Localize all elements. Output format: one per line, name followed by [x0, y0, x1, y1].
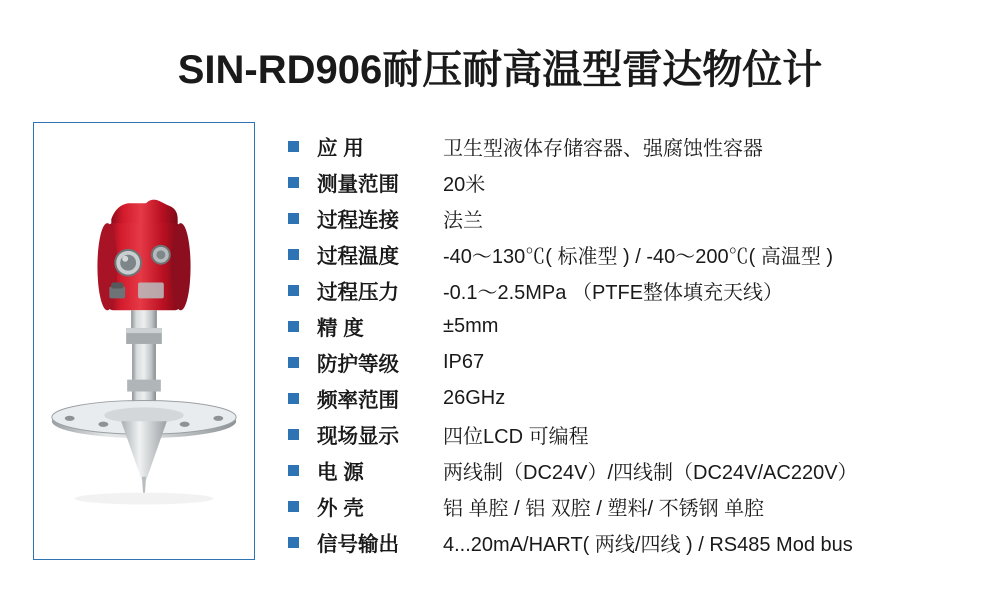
spec-row [288, 380, 988, 416]
spec-value: 法兰 [443, 209, 483, 232]
spec-label: 电 源 [317, 461, 364, 484]
spec-value: IP67 [443, 350, 485, 373]
spec-value: ±5mm [443, 314, 499, 337]
bullet-square-icon [288, 465, 299, 476]
spec-row [288, 272, 988, 308]
spec-label: 防护等级 [317, 353, 399, 376]
spec-value: 四位LCD 可编程 [443, 425, 589, 448]
bullet-square-icon [288, 429, 299, 440]
page-title: SIN-RD906耐压耐高温型雷达物位计 [177, 48, 823, 92]
bullet-square-icon [288, 501, 299, 512]
spec-row [288, 452, 988, 488]
spec-label: 现场显示 [317, 425, 399, 448]
bullet-square-icon [288, 141, 299, 152]
spec-row [288, 308, 988, 344]
spec-value: 卫生型液体存储容器、强腐蚀性容器 [443, 137, 763, 160]
spec-row [288, 524, 988, 560]
spec-label: 过程压力 [317, 281, 399, 304]
bullet-square-icon [288, 213, 299, 224]
bullet-square-icon [288, 285, 299, 296]
spec-value: 4...20mA/HART( 两线/四线 ) / RS485 Mod bus [443, 533, 853, 556]
spec-value: 20米 [443, 173, 486, 196]
bullet-square-icon [288, 177, 299, 188]
spec-value: -0.1～2.5MPa （PTFE整体填充天线） [443, 281, 784, 304]
spec-label: 信号输出 [317, 533, 399, 556]
spec-label: 测量范围 [317, 173, 399, 196]
bullet-square-icon [288, 357, 299, 368]
spec-label: 精 度 [317, 317, 364, 340]
product-image-frame [33, 122, 255, 560]
spec-row [288, 128, 988, 164]
spec-row [288, 200, 988, 236]
spec-value: 两线制（DC24V）/四线制（DC24V/AC220V） [443, 461, 858, 484]
spec-value: 铝 单腔 / 铝 双腔 / 塑料/ 不锈钢 单腔 [443, 497, 765, 520]
bullet-square-icon [288, 537, 299, 548]
spec-row [288, 416, 988, 452]
bullet-square-icon [288, 321, 299, 332]
spec-list [288, 128, 988, 560]
bullet-square-icon [288, 249, 299, 260]
spec-label: 过程温度 [317, 245, 399, 268]
radar-level-meter-illustration [34, 123, 254, 559]
spec-row [288, 344, 988, 380]
spec-value: -40～130℃( 标准型 ) / -40～200℃( 高温型 ) [443, 245, 834, 268]
spec-row [288, 488, 988, 524]
bullet-square-icon [288, 393, 299, 404]
spec-row [288, 236, 988, 272]
spec-label: 外 壳 [317, 497, 364, 520]
spec-row [288, 164, 988, 200]
spec-label: 应 用 [317, 137, 364, 160]
spec-label: 过程连接 [317, 209, 399, 232]
spec-label: 频率范围 [317, 389, 399, 412]
spec-value: 26GHz [443, 386, 506, 409]
